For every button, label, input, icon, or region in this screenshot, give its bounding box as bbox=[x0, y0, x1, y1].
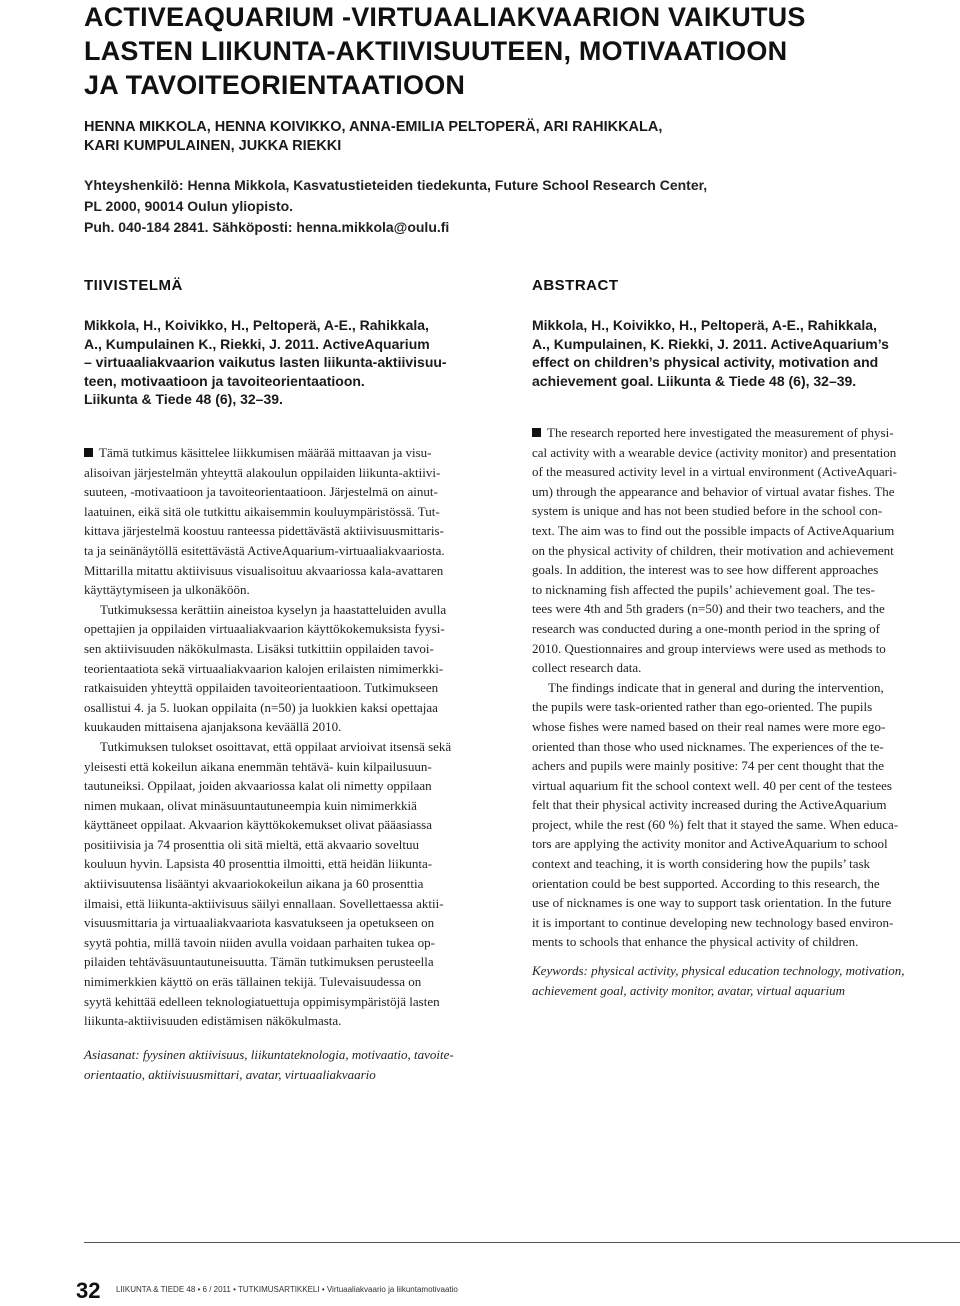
citation-line: Mikkola, H., Koivikko, H., Peltoperä, A-E., Rahikkala, bbox=[532, 317, 877, 333]
body-line: achers and pupils were mainly positive: 74 per cent thought that the bbox=[532, 758, 884, 774]
body-line: pilaiden tehtäväsuuntautuneisuutta. Tämän tutkimuksen perusteella bbox=[84, 954, 434, 970]
body-line: alisoivan järjestelmän yhteyttä alakoulun oppilaiden liikunta-aktiivi- bbox=[84, 464, 441, 480]
contact-line: PL 2000, 90014 Oulun yliopisto. bbox=[84, 198, 294, 214]
body-line: syytä pohtia, millä tavoin niiden avulla voidaan parhaiten tukea op- bbox=[84, 934, 435, 950]
body-line: nimimerkkien käyttö on eräs tällainen tekijä. Tulevaisuudessa on bbox=[84, 974, 422, 990]
body-line: tees were 4th and 5th graders (n=50) and their two teachers, and the bbox=[532, 601, 885, 617]
body-line: oriented than those who used nicknames. The experiences of the te- bbox=[532, 738, 884, 754]
finnish-abstract-body bbox=[84, 443, 451, 1031]
author-line: HENNA MIKKOLA, HENNA KOIVIKKO, ANNA-EMILIA PELTOPERÄ, ARI RAHIKKALA, bbox=[84, 119, 663, 135]
body-line: goals. In addition, the interest was to see how different approaches bbox=[532, 562, 879, 578]
body-line: virtual aquarium fit the school context well. 40 per cent of the testees bbox=[532, 777, 892, 793]
body-line: nimen mukaan, olivat minäsuuntautuneempia kuin nimimerkkiä bbox=[84, 797, 417, 813]
body-line: ratkaisuiden yhteyttä oppilaiden tavoiteorientaatioon. Tutkimukseen bbox=[84, 680, 439, 696]
keyword-line: Asiasanat: fyysinen aktiivisuus, liikuntateknologia, motivaatio, tavoite- bbox=[84, 1047, 454, 1062]
body-line: the pupils were task-oriented rather than ego-oriented. The pupils bbox=[532, 699, 873, 715]
footer-rule bbox=[84, 1242, 960, 1243]
body-line: Mittarilla mitattu aktiivisuus visualisoituu akvaariossa kala-avattaren bbox=[84, 562, 444, 578]
body-line: käyttäneet oppilaat. Akvaarion käyttökokemukset olivat pääasiassa bbox=[84, 817, 433, 833]
author-line: KARI KUMPULAINEN, JUKKA RIEKKI bbox=[84, 138, 342, 154]
finnish-keywords bbox=[84, 1045, 454, 1084]
body-line: kittava järjestelmä koostuu ranteessa pidettävästä aktiivisuusmittaris- bbox=[84, 523, 444, 539]
title-line: JA TAVOITEORIENTAATIOON bbox=[84, 70, 466, 100]
english-citation bbox=[532, 316, 889, 390]
body-line: aktiivisuutensa lisääntyi akvaariokokeilun aikana ja 60 prosenttia bbox=[84, 876, 424, 892]
body-line: tors are applying the activity monitor and ActiveAquarium to school bbox=[532, 836, 888, 852]
body-line: use of nicknames is one way to support task orientation. In the future bbox=[532, 895, 892, 911]
contact-line: Puh. 040-184 2841. Sähköposti: henna.mikkola@oulu.fi bbox=[84, 219, 450, 235]
body-line: kouluun hyvin. Lapsista 40 prosenttia ilmoitti, että heidän liikunta- bbox=[84, 856, 433, 872]
body-line: orientation could be best supported. According to this research, the bbox=[532, 875, 880, 891]
tiivistelma-heading: TIIVISTELMÄ bbox=[84, 277, 183, 294]
body-line: osallistui 4. ja 5. luokan oppilaita (n=50) ja luokkien kaksi opettajaa bbox=[84, 699, 438, 715]
square-bullet-icon bbox=[532, 428, 541, 437]
body-line: research was conducted during a one-month period in the spring of bbox=[532, 620, 881, 636]
citation-line: achievement goal. Liikunta & Tiede 48 (6), 32–39. bbox=[532, 372, 857, 389]
body-line: visuusmittaria ja virtuaaliakvaariota kasvatukseen ja opetukseen on bbox=[84, 915, 435, 931]
body-line: Tämä tutkimus käsittelee liikkumisen määrää mittaavan ja visu- bbox=[99, 445, 432, 460]
keyword-line: achievement goal, activity monitor, avatar, virtual aquarium bbox=[532, 982, 846, 998]
body-line: opettajien ja oppilaiden virtuaaliakvaarion käyttökokemuksista fyysi- bbox=[84, 621, 445, 637]
citation-line: teen, motivaatioon ja tavoiteorientaatioon. bbox=[84, 372, 365, 389]
citation-line: A., Kumpulainen K., Riekki, J. 2011. ActiveAquarium bbox=[84, 335, 430, 352]
body-line: ilmaisi, että liikunta-aktiivisuus säilyi ennallaan. Sovellettaessa aktii- bbox=[84, 895, 444, 911]
body-line: positiivisia ja 74 prosenttia oli sitä mieltä, että akvaario soveltuu bbox=[84, 836, 420, 852]
english-keywords bbox=[532, 961, 904, 1000]
body-line: käyttäytymiseen ja ulkonäköön. bbox=[84, 582, 250, 598]
body-line: syytä kehittää edelleen teknologiatuettuja oppimisympäristöjä lasten bbox=[84, 993, 440, 1009]
english-abstract-body bbox=[532, 423, 898, 952]
body-line: um) through the appearance and behavior of virtual avatar fishes. The bbox=[532, 483, 895, 499]
body-line: collect research data. bbox=[532, 660, 642, 676]
running-footer: LIIKUNTA & TIEDE 48 • 6 / 2011 • TUTKIMUSARTIKKELI • Virtuaaliakvaario ja liikuntamotivaatio bbox=[116, 1285, 458, 1294]
finnish-citation bbox=[84, 316, 447, 409]
body-line: on the physical activity of children, their motivation and achievement bbox=[532, 542, 894, 558]
body-line: Tutkimuksessa kerättiin aineistoa kyselyn ja haastatteluiden avulla bbox=[100, 601, 447, 617]
body-line: yleisesti että kokeilun aikana enemmän tehtävä- kuin kilpailusuun- bbox=[84, 758, 432, 774]
body-line: felt that their physical activity increased during the ActiveAquarium bbox=[532, 797, 887, 813]
body-line: to nicknaming fish affected the pupils’ achievement goal. The tes- bbox=[532, 581, 875, 597]
citation-line: Liikunta & Tiede 48 (6), 32–39. bbox=[84, 391, 283, 407]
body-line: teorientaatiota sekä virtuaaliakvaarion kalojen erilaisten nimimerkki- bbox=[84, 660, 444, 676]
body-line: it is important to continue developing new technology based environ- bbox=[532, 914, 894, 930]
citation-line: effect on children’s physical activity, motivation and bbox=[532, 354, 879, 370]
body-line: suuteen, -motivaatioon ja tavoiteorientaatioon. Järjestelmä on ainut- bbox=[84, 484, 438, 500]
body-line: context and teaching, it is worth considering how the pupils’ task bbox=[532, 856, 871, 872]
contact-line: Yhteyshenkilö: Henna Mikkola, Kasvatustieteiden tiedekunta, Future School Research Center, bbox=[84, 177, 708, 193]
body-line: sen aktiivisuuden näkökulmasta. Lisäksi tutkittiin oppilaiden tavoi- bbox=[84, 640, 434, 656]
body-line: ments to schools that enhance the physical activity of children. bbox=[532, 934, 859, 950]
keyword-line: Keywords: physical activity, physical education technology, motivation, bbox=[532, 963, 905, 978]
abstract-heading: ABSTRACT bbox=[532, 277, 619, 294]
citation-line: Mikkola, H., Koivikko, H., Peltoperä, A-E., Rahikkala, bbox=[84, 317, 429, 333]
article-title bbox=[84, 0, 924, 102]
body-line: laatuinen, eikä sitä ole tutkittu aikaisemmin kouluympäristössä. Tut- bbox=[84, 503, 440, 519]
square-bullet-icon bbox=[84, 448, 93, 457]
citation-line: – virtuaaliakvaarion vaikutus lasten liikunta-aktiivisuu- bbox=[84, 354, 447, 370]
body-line: liikunta-aktiivisuuden edistämisen näkökulmasta. bbox=[84, 1013, 342, 1029]
title-line: LASTEN LIIKUNTA-AKTIIVISUUTEEN, MOTIVAATIOON bbox=[84, 36, 788, 66]
body-line: kuukauden mittaisena ajanjaksona keväällä 2010. bbox=[84, 719, 342, 735]
body-line: The findings indicate that in general and during the intervention, bbox=[548, 679, 884, 695]
body-line: system is unique and has not been studied before in the school con- bbox=[532, 503, 883, 519]
body-line: tautuneiksi. Oppilaat, joiden akvaariossa kalat oli nimetty oppilaan bbox=[84, 778, 432, 794]
body-line: Tutkimuksen tulokset osoittavat, että oppilaat arvioivat itsensä sekä bbox=[100, 738, 452, 754]
keyword-line: orientaatio, aktiivisuusmittari, avatar, virtuaaliakvaario bbox=[84, 1066, 376, 1082]
body-line: of the measured activity level in a virtual environment (ActiveAquari- bbox=[532, 464, 897, 480]
title-line: ACTIVEAQUARIUM -VIRTUAALIAKVAARION VAIKUTUS bbox=[84, 2, 806, 32]
body-line: whose fishes were named based on their real names were more ego- bbox=[532, 718, 886, 734]
contact-info bbox=[84, 175, 707, 238]
body-line: project, while the rest (60 %) felt that it stayed the same. When educa- bbox=[532, 816, 899, 832]
page-number: 32 bbox=[76, 1278, 101, 1303]
author-list bbox=[84, 118, 662, 156]
body-line: ta ja seinänäytöllä esitettävästä ActiveAquarium-virtuaaliakvaariosta. bbox=[84, 542, 445, 558]
body-line: cal activity with a wearable device (activity monitor) and presentation bbox=[532, 444, 897, 460]
body-line: 2010. Questionnaires and group interviews were used as methods to bbox=[532, 640, 886, 656]
citation-line: A., Kumpulainen, K. Riekki, J. 2011. ActiveAquarium’s bbox=[532, 335, 889, 352]
body-line: text. The aim was to find out the possible impacts of ActiveAquarium bbox=[532, 522, 895, 538]
body-line: The research reported here investigated the measurement of physi- bbox=[547, 425, 894, 440]
